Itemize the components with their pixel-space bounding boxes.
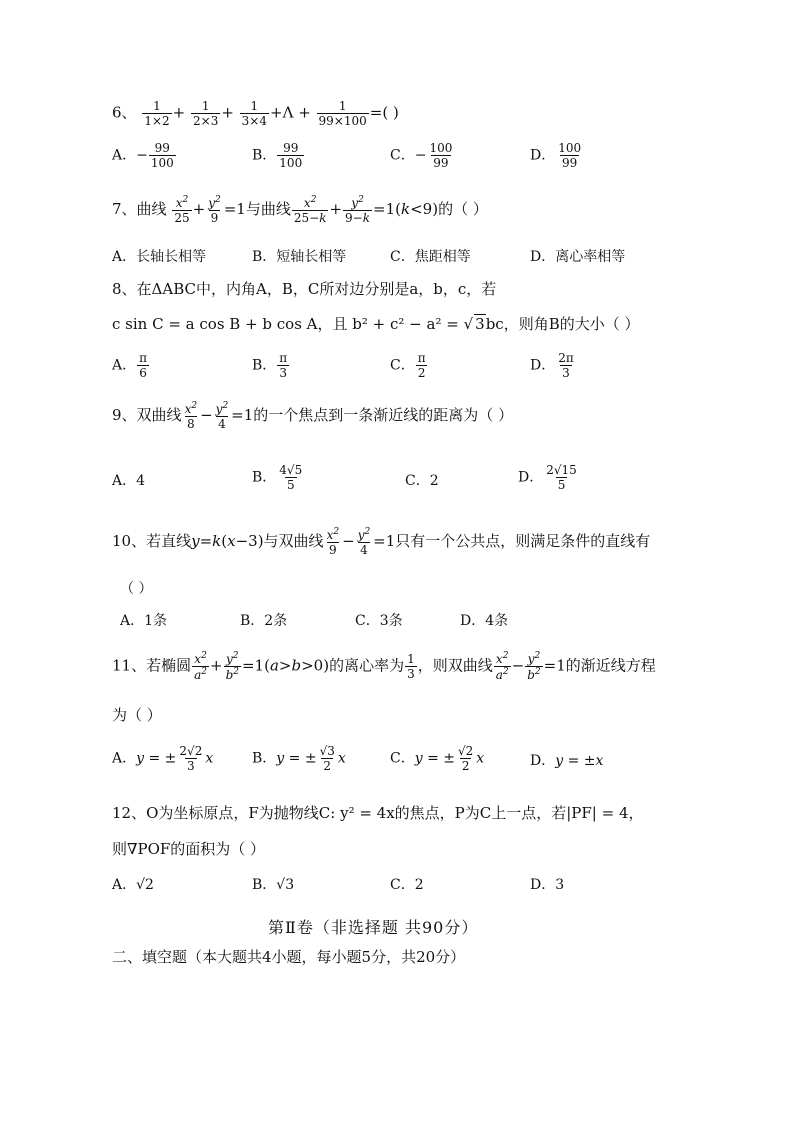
q6-term-4: $\frac{1}{99\times 100}$ xyxy=(318,99,367,128)
q10-option-b: B．2条 xyxy=(240,613,288,629)
q9-option-a: A．4 xyxy=(112,473,146,489)
question-6: 6、 $\frac{1}{1\times 2}$ + $\frac{1}{2\times 3}$ + $\frac{1}{3\times 4}$ +Λ + $\frac{1}{99\times 100}$ =( ) xyxy=(112,99,399,128)
q11-option-c: C．y = ± $\frac{√2}{2}$ x xyxy=(390,744,485,773)
q9-option-c: C．2 xyxy=(405,473,439,489)
q8-option-a: A． $\frac{\pi}{6}$ xyxy=(112,351,148,380)
section-title: 第Ⅱ卷（非选择题 共90分） xyxy=(268,918,479,937)
q8-option-c: C． $\frac{\pi}{2}$ xyxy=(390,351,426,380)
question-11-line-2: 为（ ） xyxy=(112,706,162,724)
q10-option-a: A．1条 xyxy=(120,613,168,629)
q7-option-b: B．短轴长相等 xyxy=(252,249,347,265)
q10-option-c: C．3条 xyxy=(355,613,403,629)
question-9: 9、双曲线 $\frac{x^2}{8}$ − $\frac{y^2}{4}$ =1的一个焦点到一条渐近线的距离为（ ） xyxy=(112,401,514,431)
q6-term-2: $\frac{1}{2\times 3}$ xyxy=(193,99,219,128)
question-8-line-2: c sin C = a cos B + b cos A，且 b² + c² − a² = √ 3bc，则角B的大小（ ） xyxy=(112,315,640,333)
q10-option-d: D．4条 xyxy=(460,613,509,629)
question-12-line-2: 则∇POF的面积为（ ） xyxy=(112,840,266,858)
question-12-line-1: 12、O为坐标原点，F为抛物线C: y² = 4x的焦点，P为C上一点，若|PF| = 4， xyxy=(112,804,644,822)
q11-option-d: D．y = ±x xyxy=(530,753,604,769)
q7-option-c: C．焦距相等 xyxy=(390,249,471,265)
q6-option-a: A．− $\frac{99}{100}$ xyxy=(112,141,174,170)
q12-option-c: C．2 xyxy=(390,877,424,893)
q8-option-d: D． $\frac{2\pi}{3}$ xyxy=(530,351,574,380)
q7-option-a: A．长轴长相等 xyxy=(112,249,207,265)
q12-option-a: A．√2 xyxy=(112,877,154,893)
q6-option-c: C．− $\frac{100}{99}$ xyxy=(390,141,453,170)
q11-option-b: B．y = ± $\frac{√3}{2}$ x xyxy=(252,744,346,773)
q11-option-a: A．y = ± $\frac{2√2}{3}$ x xyxy=(112,744,214,773)
q6-term-1: $\frac{1}{1\times 2}$ xyxy=(144,99,170,128)
question-11: 11、若椭圆 $\frac{x^2}{a^2}$ + $\frac{y^2}{b^2}$ =1(a>b>0)的离心率为 $\frac{1}{3}$ ，则双曲线 $\frac{x^2}{a^2}$ − $\frac{y^2}{b^2}$ =1的渐近线方程 xyxy=(112,651,656,682)
question-8-line-1: 8、在ΔABC中，内角A，B，C所对边分别是a，b，c，若 xyxy=(112,280,497,298)
part-2-heading: 二、填空题（本大题共4小题，每小题5分，共20分） xyxy=(112,948,466,966)
q7-option-d: D．离心率相等 xyxy=(530,249,626,265)
q8-option-b: B． $\frac{\pi}{3}$ xyxy=(252,351,288,380)
question-10-paren: （ ） xyxy=(120,581,153,597)
q9-option-b: B． $\frac{4√5}{5}$ xyxy=(252,463,303,492)
question-10: 10、若直线y=k(x−3)与双曲线 $\frac{x^2}{9}$ − $\frac{y^2}{4}$ =1只有一个公共点，则满足条件的直线有 xyxy=(112,527,651,557)
q6-term-3: $\frac{1}{3\times 4}$ xyxy=(241,99,267,128)
q6-option-d: D． $\frac{100}{99}$ xyxy=(530,141,582,170)
q12-option-b: B．√3 xyxy=(252,877,295,893)
q6-option-b: B． $\frac{99}{100}$ xyxy=(252,141,303,170)
question-7: 7、曲线 $\frac{x^2}{25}$ + $\frac{y^2}{9}$ =1与曲线 $\frac{x^2}{25-k}$ + $\frac{y^2}{9-k}$ =1(k<9)的（ ） xyxy=(112,195,488,225)
q9-option-d: D． $\frac{2√15}{5}$ xyxy=(518,463,577,492)
q12-option-d: D．3 xyxy=(530,877,565,893)
